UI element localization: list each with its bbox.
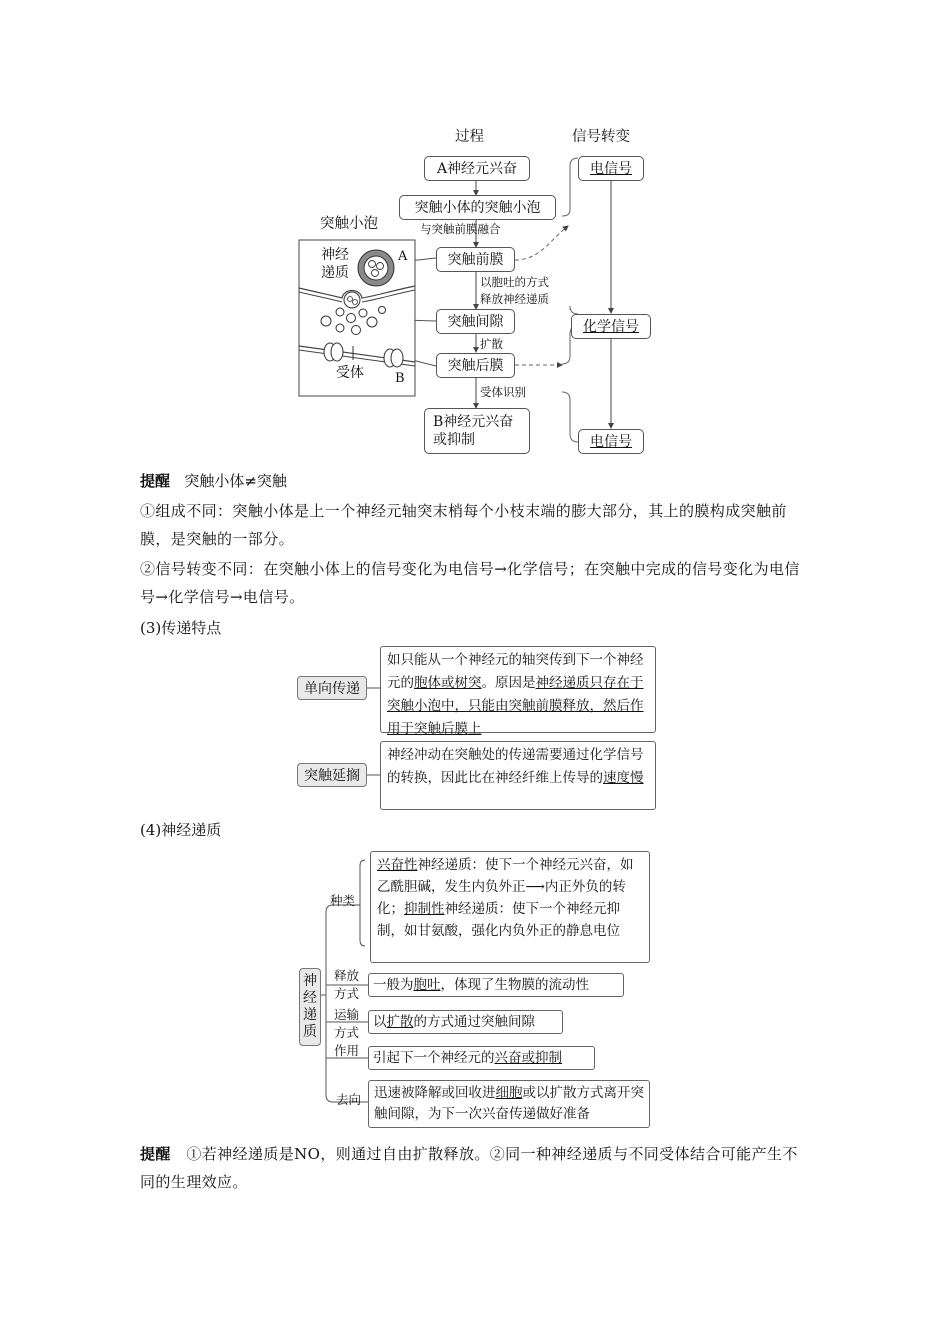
action-box (368, 1046, 595, 1070)
fate-t1: 迅速被降解或回收进 (374, 1085, 496, 1101)
section3-heading: (3)传递特点 (140, 619, 222, 637)
tip1-label: 提醒 (140, 472, 171, 490)
delay-text-a: 神经冲动在突触处的传递需要通过化学信号的转换，因此比在神经纤维上传导的 (387, 747, 644, 786)
kind-box (370, 851, 650, 963)
fate-box (368, 1080, 650, 1128)
col-process-header: 过程 (455, 129, 484, 145)
note-exocytosis-1: 以胞吐的方式 (480, 275, 549, 289)
fate-u: 细胞 (495, 1085, 523, 1101)
transport-t1: 以 (373, 1014, 387, 1030)
transfer-unidirectional-label: 单向传递 (297, 676, 367, 700)
delay-text-u: 速度慢 (603, 770, 644, 786)
unidirectional-text-a: 如只能从一个神经元的轴突传到下一个神经元的 (387, 652, 644, 691)
label-vesicle: 突触小泡 (320, 216, 378, 232)
branch-release-1: 释放 (334, 968, 360, 983)
label-b: B (395, 371, 405, 386)
transport-u: 扩散 (386, 1014, 414, 1030)
tip2-text: ①若神经递质是NO，则通过自由扩散释放。②同一种神经递质与不同受体结合可能产生不同的生理效应。 (140, 1145, 798, 1191)
branch-kind: 种类 (330, 893, 356, 908)
neurotransmitter-root: 神经递质 (299, 968, 321, 1046)
signal-electrical-1-text: 电信号 (590, 160, 632, 177)
label-neurotransmitter-1: 神经 (321, 247, 349, 263)
action-u: 兴奋或抑制 (494, 1050, 562, 1066)
branch-action-2: 作用 (334, 1043, 360, 1058)
note-exocytosis-2: 释放神经递质 (480, 292, 549, 306)
kind-t2: 神经递质：使下一个神经元抑制，如甘氨酸，强化内负外正的静息电位 (377, 901, 620, 939)
label-receptor: 受体 (336, 365, 364, 381)
step-cleft: 突触间隙 (436, 309, 515, 334)
step-postsynaptic: 突触后膜 (436, 353, 515, 378)
action-t1: 引起下一个神经元的 (373, 1050, 495, 1066)
step-neuron-b-line2: 或抑制 (433, 432, 475, 448)
synaptic-delay-label: 突触延搁 (297, 763, 367, 787)
tip1-title: 突触小体≠突触 (184, 472, 287, 490)
step-neuron-a: A神经元兴奋 (424, 156, 530, 181)
unidirectional-text-u1: 胞体或树突 (414, 675, 482, 691)
kind-u2: 抑制性 (404, 901, 445, 917)
note-receptor: 受体识别 (480, 385, 526, 399)
step-neuron-b-line1: B神经元兴奋 (433, 414, 514, 430)
step-vesicle: 突触小体的突触小泡 (399, 195, 556, 220)
tip2-paragraph (140, 1140, 810, 1196)
tip2-label: 提醒 (140, 1145, 171, 1163)
release-box (368, 973, 624, 997)
release-t2: ，体现了生物膜的流动性 (440, 977, 589, 993)
note-fuse: 与突触前膜融合 (420, 222, 501, 236)
branch-action-1: 方式 (334, 1025, 360, 1040)
branch-transport: 运输 (334, 1007, 360, 1022)
signal-chemical-text: 化学信号 (583, 318, 639, 335)
kind-u1: 兴奋性 (377, 857, 418, 873)
label-neurotransmitter-2: 递质 (321, 265, 349, 281)
release-u: 胞吐 (413, 977, 441, 993)
fate-t2: 或以扩散方式离开突触间隙，为下一次兴奋传递做好准备 (374, 1085, 644, 1122)
section4-heading: (4)神经递质 (140, 821, 222, 839)
tip1-paragraph-1: ①组成不同：突触小体是上一个神经元轴突末梢每个小枝末端的膨大部分，其上的膜构成突触前膜，是突触的一部分。 (140, 502, 787, 548)
branch-fate: 去向 (336, 1092, 362, 1107)
transport-box (368, 1010, 563, 1034)
unidirectional-text-b: 。原因是 (481, 675, 536, 691)
release-t1: 一般为 (373, 977, 414, 993)
unidirectional-text-u2: 神经递质只存在于突触小泡中，只能由突触前膜释放，然后作用于突触后膜上 (387, 675, 644, 737)
tip1-paragraph-2: ②信号转变不同：在突触小体上的信号变化为电信号→化学信号；在突触中完成的信号变化为电信号→化学信号→电信号。 (140, 560, 800, 606)
col-signal-header: 信号转变 (572, 129, 630, 145)
label-a: A (398, 249, 408, 264)
note-diffuse: 扩散 (480, 337, 503, 351)
kind-t1: 神经递质：使下一个神经元兴奋，如乙酰胆碱，发生内负外正⟶内正外负的转化； (377, 857, 634, 917)
transport-t2: 的方式通过突触间隙 (413, 1014, 535, 1030)
step-presynaptic: 突触前膜 (436, 247, 515, 272)
signal-electrical-2-text: 电信号 (590, 433, 632, 450)
branch-release-2: 方式 (334, 986, 360, 1001)
